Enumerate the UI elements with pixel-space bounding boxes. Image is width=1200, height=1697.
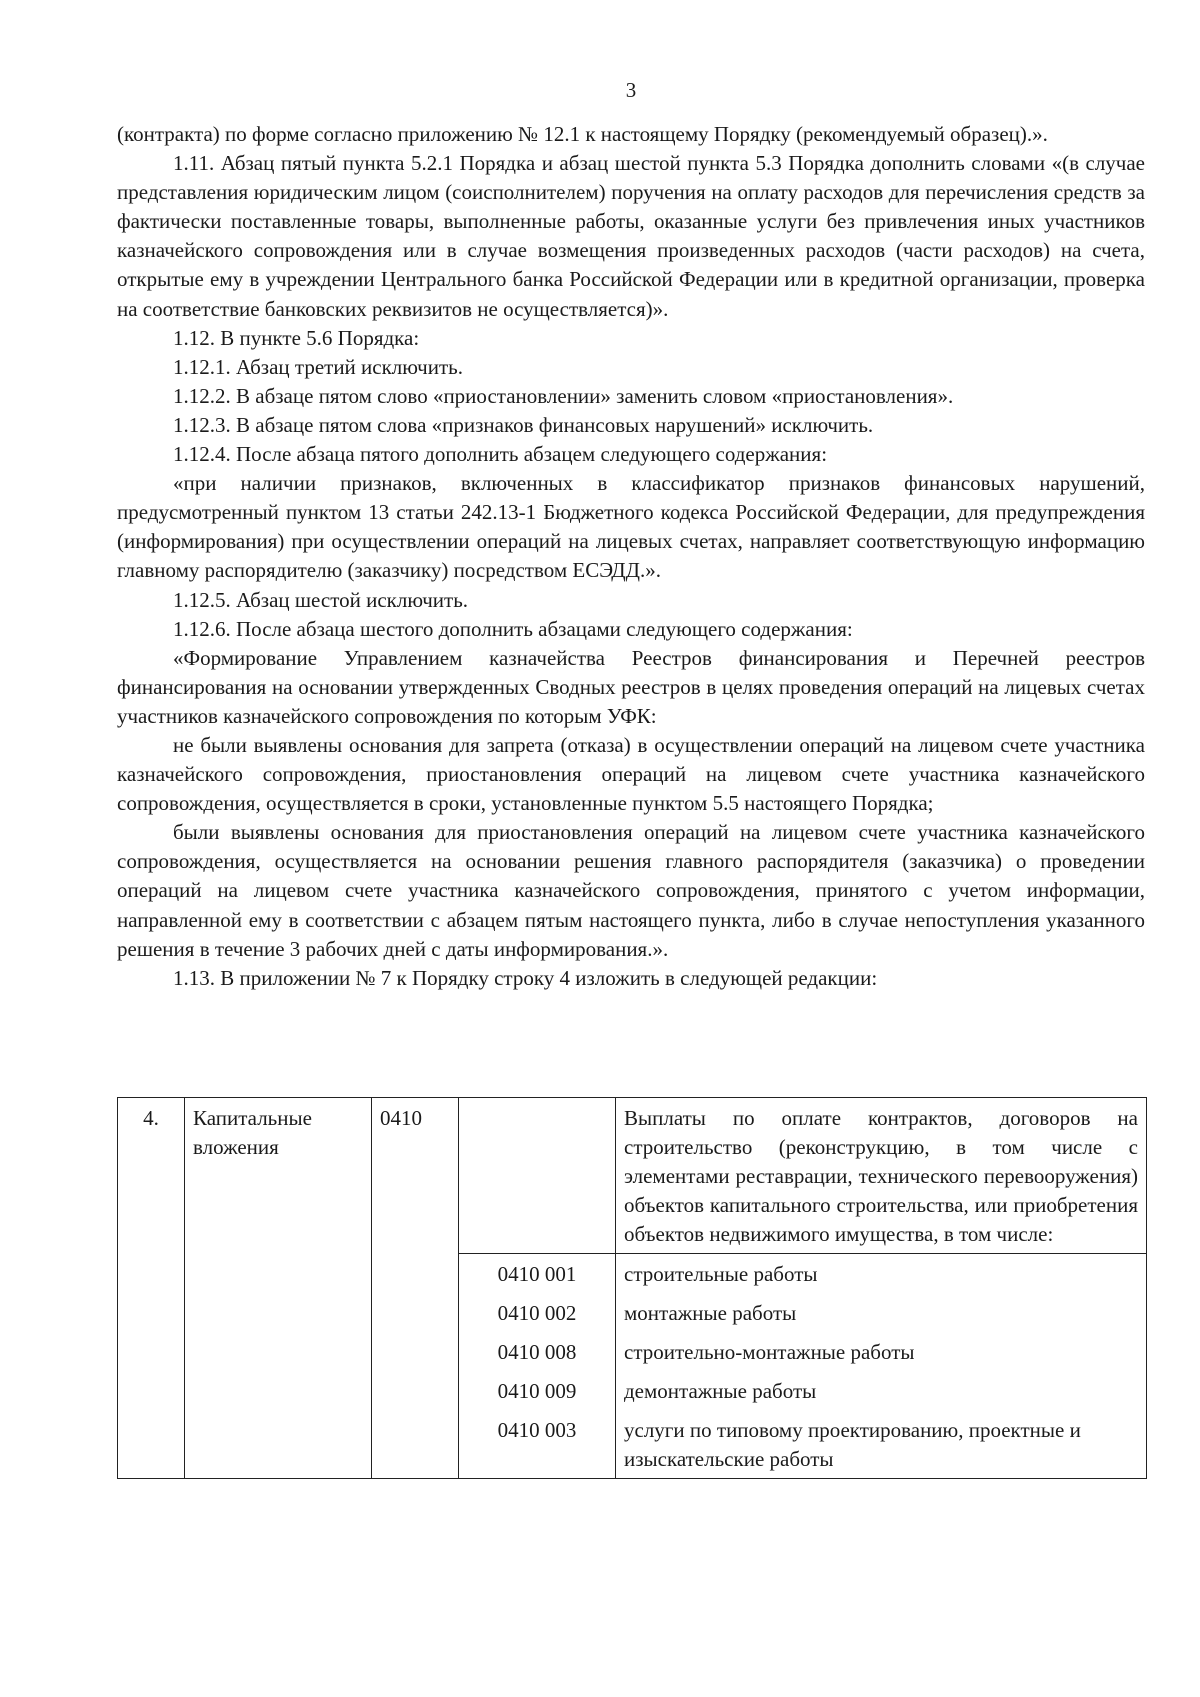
subdescription-cell: монтажные работы [616, 1293, 1147, 1332]
paragraph: 1.12.6. После абзаца шестого дополнить абзацами следующего содержания: [173, 616, 853, 641]
paragraph: 1.11. Абзац пятый пункта 5.2.1 Порядка и абзац шестой пункта 5.3 Порядка дополнить словами «(в случае представления юридическим лицом (соисполнителем) поручения на оплату расходов для перечисления средств за фактически поставленные товары, выполненные работы, оказанные услуги без привлечения иных участников казначейского сопровождения или в случае возмещения произведенных расходов (части расходов) на счета, открытые ему в учреждении Центрального банка Российской Федерации или в кредитной организации, проверка на соответствие банковских реквизитов не осуществляется)». [117, 151, 1145, 321]
paragraph: «Формирование Управлением казначейства Реестров финансирования и Перечней реестров финансирования на основании утвержденных Сводных реестров в целях проведения операций на лицевых счетах участников казначейского сопровождения по которым УФК: [117, 645, 1145, 728]
paragraph: не были выявлены основания для запрета (отказа) в осуществлении операций на лицевом счете участника казначейского сопровождения, приостановления операций на лицевом счете участника казначейского сопровождения, осуществляется в сроки, установленные пунктом 5.5 настоящего Порядка; [117, 732, 1145, 816]
subdescription-cell: строительные работы [616, 1254, 1147, 1294]
subdescription-cell: строительно-монтажные работы [616, 1332, 1147, 1371]
row-code-cell: 0410 [372, 1098, 459, 1479]
paragraph: 1.13. В приложении № 7 к Порядку строку 4 изложить в следующей редакции: [173, 965, 878, 990]
paragraph: 1.12. В пункте 5.6 Порядка: [173, 325, 420, 350]
paragraph: 1.12.1. Абзац третий исключить. [173, 354, 463, 379]
paragraph: 1.12.4. После абзаца пятого дополнить абзацем следующего содержания: [173, 442, 828, 467]
subcode-cell: 0410 009 [459, 1371, 616, 1410]
subdescription-cell: демонтажные работы [616, 1371, 1147, 1410]
document-body [117, 120, 1145, 993]
paragraph: 1.12.3. В абзаце пятом слова «признаков финансовых нарушений» исключить. [173, 412, 874, 437]
row-description-cell: Выплаты по оплате контрактов, договоров на строительство (реконструкцию, в том числе с элементами реставрации, технического перевооружения) объектов капитального строительства, или приобретения объектов недвижимого имущества, в том числе: [616, 1098, 1147, 1254]
row-name-cell: Капитальные вложения [185, 1098, 372, 1479]
paragraph: были выявлены основания для приостановления операций на лицевом счете участника казначейского сопровождения, осуществляется на основании решения главного распорядителя (заказчика) о проведении операций на лицевом счете участника казначейского сопровождения, принятого с учетом информации, направленной ему в соответствии с абзацем пятым настоящего пункта, либо в случае непоступления указанного решения в течение 3 рабочих дней с даты информирования.». [117, 820, 1145, 961]
row-number-cell: 4. [118, 1098, 185, 1479]
paragraph: 1.12.2. В абзаце пятом слово «приостановлении» заменить словом «приостановления». [173, 383, 954, 408]
subcode-cell: 0410 001 [459, 1254, 616, 1294]
subcode-cell: 0410 008 [459, 1332, 616, 1371]
paragraph: 1.12.5. Абзац шестой исключить. [173, 587, 469, 612]
amendment-table-wrapper [117, 1097, 1147, 1479]
subcode-cell: 0410 003 [459, 1410, 616, 1479]
subcode-empty-cell [459, 1098, 616, 1254]
table-row [118, 1098, 1147, 1254]
subcode-cell: 0410 002 [459, 1293, 616, 1332]
paragraph: (контракта) по форме согласно приложению № 12.1 к настоящему Порядку (рекомендуемый образец).». [117, 122, 1048, 146]
page-number: 3 [625, 78, 637, 102]
amendment-table [117, 1097, 1147, 1479]
subdescription-cell: услуги по типовому проектированию, проектные и изыскательские работы [616, 1410, 1147, 1479]
paragraph: «при наличии признаков, включенных в классификатор признаков финансовых нарушений, предусмотренный пунктом 13 статьи 242.13-1 Бюджетного кодекса Российской Федерации, для предупреждения (информирования) при осуществлении операций на лицевых счетах, направляет соответствующую информацию главному распорядителю (заказчику) посредством ЕСЭДД.». [117, 471, 1145, 583]
